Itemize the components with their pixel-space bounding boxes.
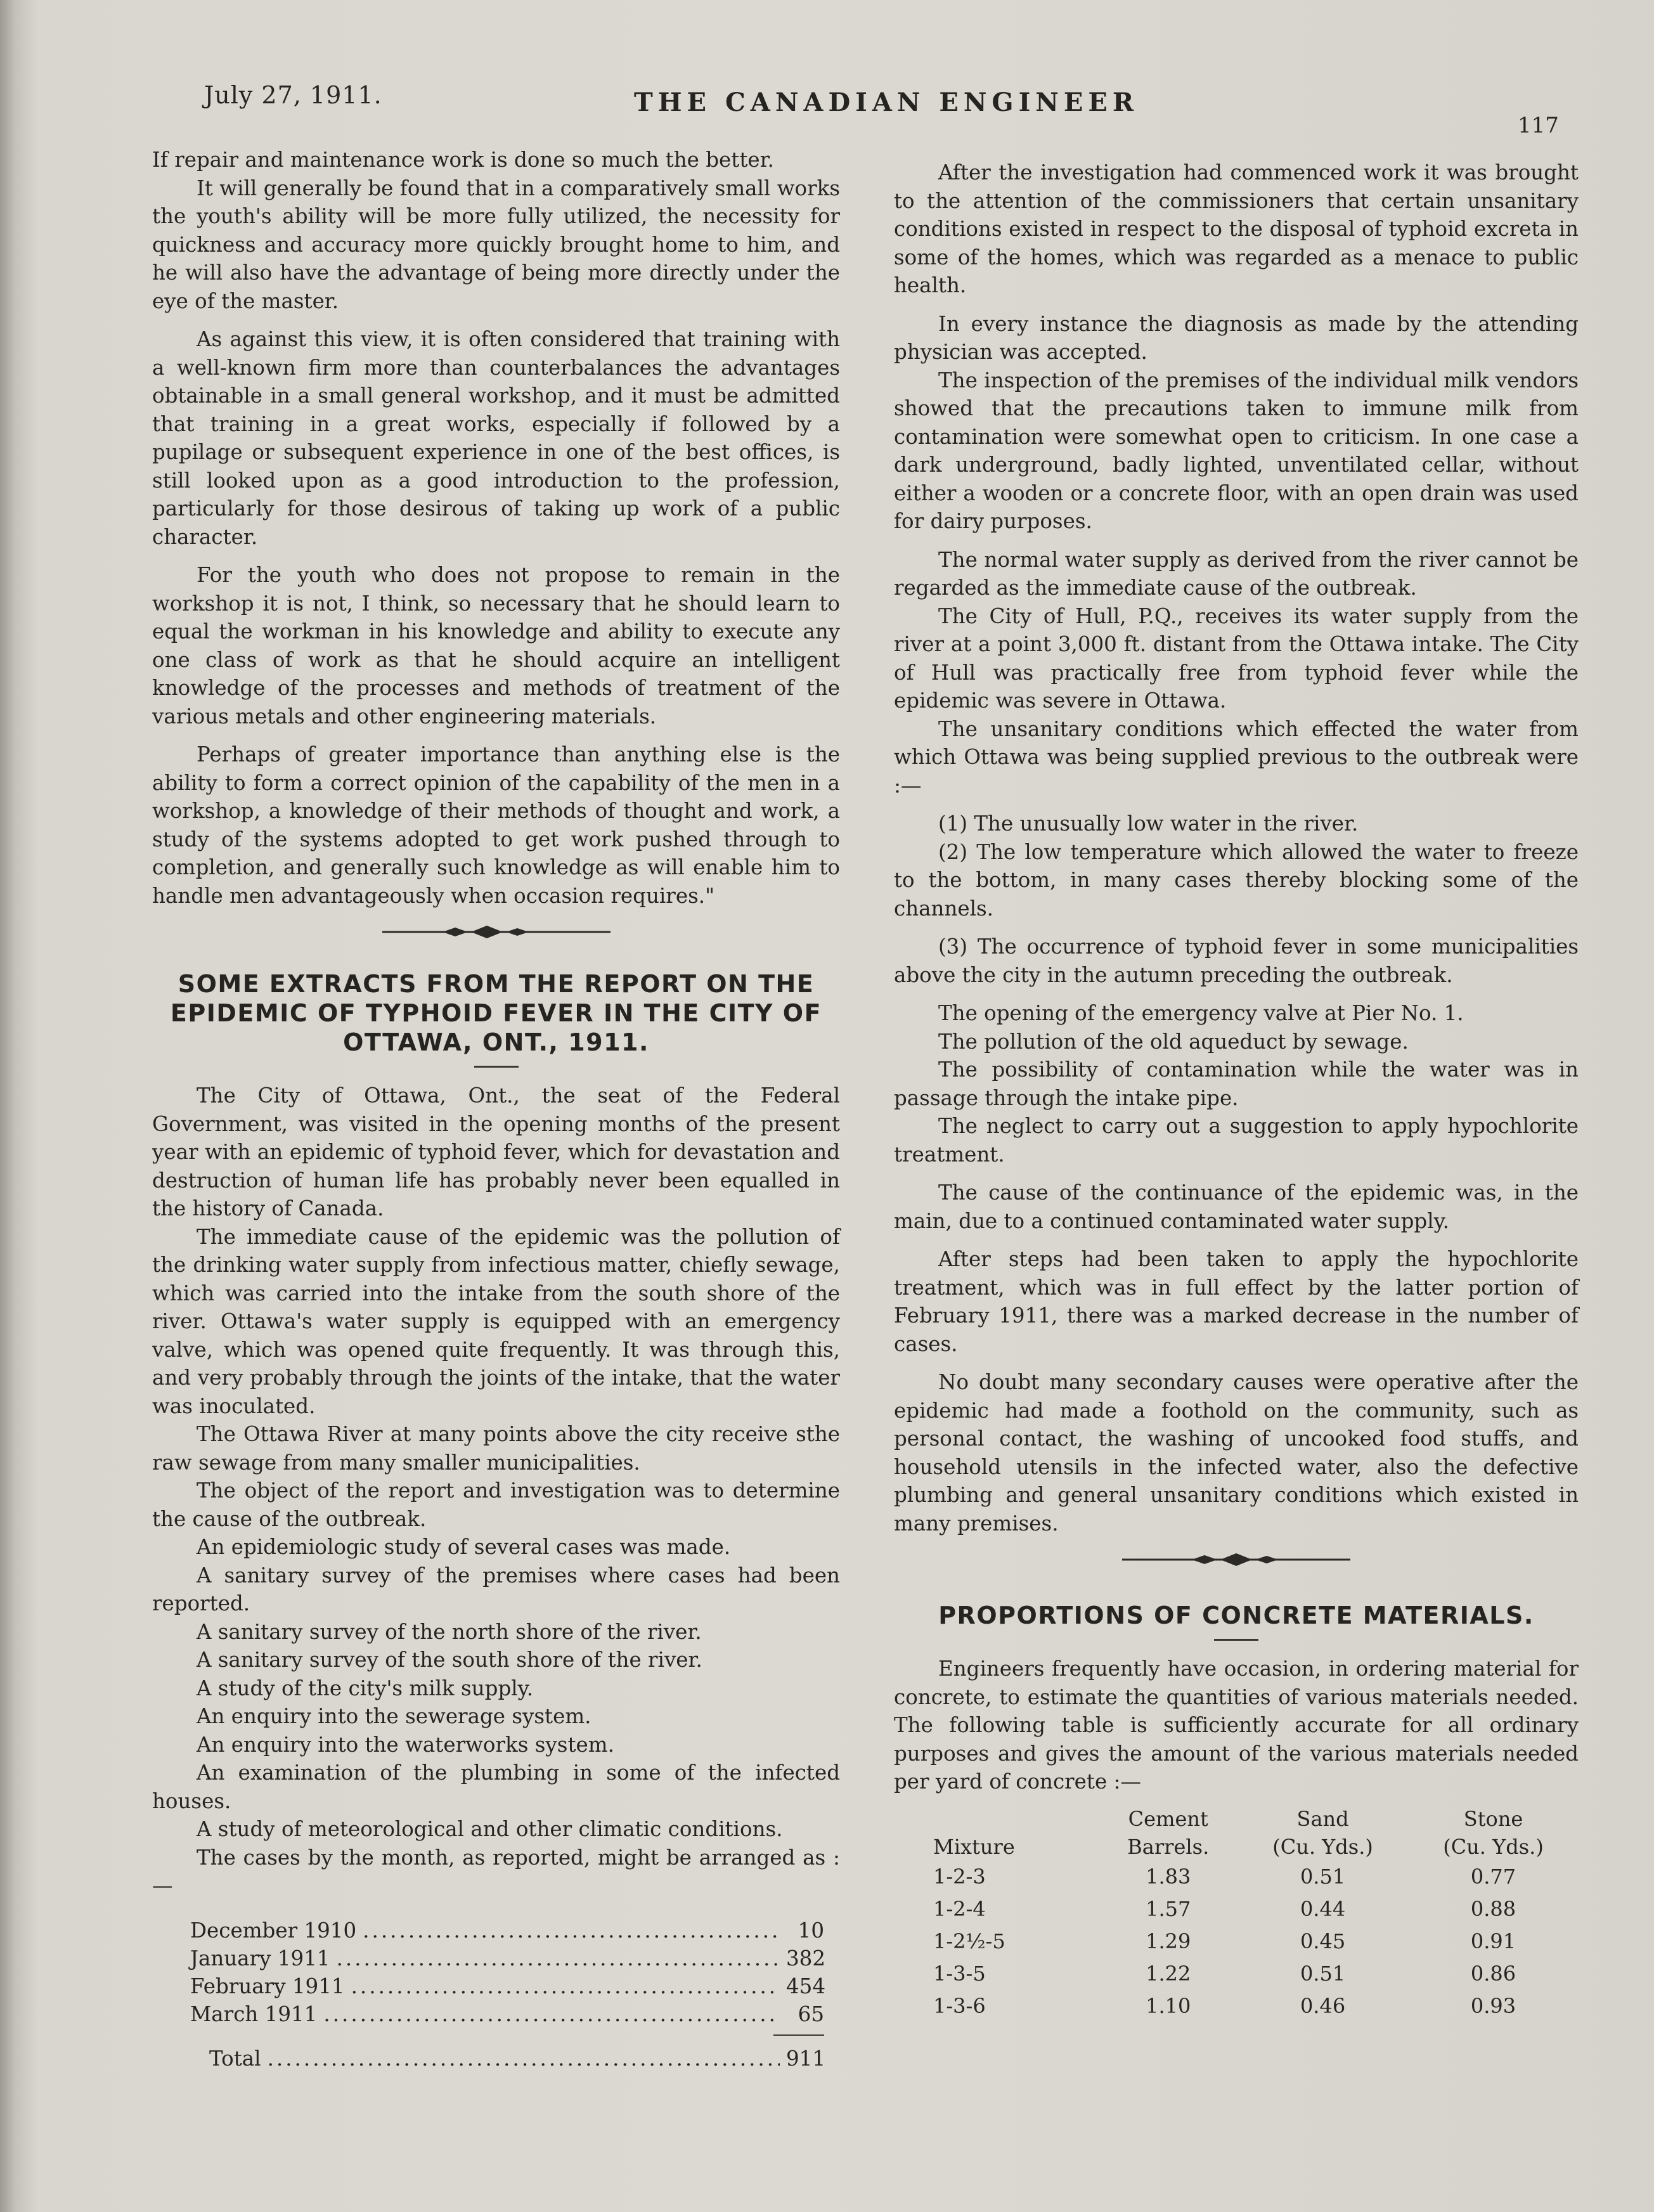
paragraph: It will generally be found that in a comparatively small works the youth's ability will be more fully utilized, the necessity for quickness and accuracy more quickly brought home to him, and he will also have the advantage of being more directly under the eye of the master. bbox=[152, 176, 840, 313]
sum-rule bbox=[773, 2034, 824, 2036]
concrete-heading: PROPORTIONS OF CONCRETE MATERIALS. bbox=[938, 1601, 1534, 1629]
paragraph: Perhaps of greater importance than anything else is the ability to form a correct opinion of the capability of the men in a workshop, a knowledge of their methods of thought and work, a study of the systems adopted to get work pushed through to completion, and generally such knowledge as will enable him to handle men advantageously when occasion requires." bbox=[152, 742, 840, 908]
table-row bbox=[894, 1958, 1579, 1990]
right-column bbox=[894, 158, 1579, 2022]
col-header-mixture: Mixture bbox=[933, 1834, 1015, 1859]
col-header-cement: Cement bbox=[1128, 1806, 1208, 1831]
cases-count: 65 bbox=[798, 2002, 824, 2026]
leader-dots bbox=[351, 1972, 780, 2001]
total-label: Total bbox=[209, 2046, 261, 2071]
leader-dots bbox=[323, 2000, 780, 2029]
table-header-row bbox=[894, 1805, 1579, 1833]
sand-cell: 0.45 bbox=[1300, 1929, 1346, 1953]
paragraph: The Ottawa River at many points above the city receive sthe raw sewage from many smaller municipalities. bbox=[152, 1422, 840, 1475]
journal-title: THE CANADIAN ENGINEER bbox=[634, 87, 1139, 117]
table-row bbox=[894, 1893, 1579, 1925]
cases-month: March 1911 bbox=[190, 2002, 318, 2026]
paragraph: After steps had been taken to apply the hypochlorite treatment, which was in full effect by the latter portion of February 1911, there was a marked decrease in the number of cases. bbox=[894, 1247, 1579, 1356]
cases-count: 382 bbox=[786, 1946, 826, 1970]
paragraph: No doubt many secondary causes were operative after the epidemic had made a foothold on the community, such as personal contact, the washing of uncooked food stuffs, and household utensils in the infected water, also the defective plumbing and general unsanitary conditions which existed in many premises. bbox=[894, 1370, 1579, 1536]
total-value: 911 bbox=[786, 2046, 826, 2071]
paragraph: The cause of the continuance of the epidemic was, in the main, due to a continued contaminated water supply. bbox=[894, 1180, 1579, 1233]
paragraph: For the youth who does not propose to remain in the workshop it is not, I think, so necessary that he should learn to equal the workman in his knowledge and ability to execute any one class of work as that he should acquire an intelligent knowledge of the processes and methods of treatment of the various metals and other engineering materials. bbox=[152, 563, 840, 728]
section-divider-ornament bbox=[894, 1550, 1579, 1575]
cases-row bbox=[190, 2000, 824, 2028]
paragraph: The unsanitary conditions which effected the water from which Ottawa was being supplied previous to the outbreak were :— bbox=[894, 716, 1579, 798]
left-column bbox=[152, 146, 840, 2073]
cases-row bbox=[190, 1944, 824, 1972]
stone-cell: 0.88 bbox=[1470, 1896, 1516, 1921]
cases-month: December 1910 bbox=[190, 1918, 357, 1943]
col-header-stone: Stone bbox=[1463, 1806, 1523, 1831]
sand-cell: 0.51 bbox=[1300, 1961, 1346, 1986]
sand-cell: 0.51 bbox=[1300, 1864, 1346, 1889]
mixture-cell: 1-3-5 bbox=[933, 1961, 986, 1986]
paragraph: The immediate cause of the epidemic was the pollution of the drinking water supply from infectious matter, chiefly sewage, which was carried into the intake from the south shore of the river. Ottawa's water supply is equipped with an emergency valve, which was opened quite frequently. It was through this, and very probably through the joints of the intake, that the water was inoculated. bbox=[152, 1224, 840, 1418]
study-item: An examination of the plumbing in some of the infected houses. bbox=[152, 1761, 840, 1813]
sand-cell: 0.44 bbox=[1300, 1896, 1346, 1921]
table-row bbox=[894, 1990, 1579, 2022]
paragraph: The pollution of the old aqueduct by sewage. bbox=[938, 1029, 1409, 1054]
table-row bbox=[894, 1861, 1579, 1893]
paragraph: The City of Hull, P.Q., receives its water supply from the river at a point 3,000 ft. distant from the Ottawa intake. The City of Hull was practically free from typhoid fever while the epidemic was severe in Ottawa. bbox=[894, 604, 1579, 713]
page-number: 117 bbox=[1518, 113, 1559, 138]
cement-cell: 1.29 bbox=[1146, 1929, 1191, 1953]
study-item: A study of the city's milk supply. bbox=[197, 1676, 534, 1700]
cases-count: 454 bbox=[786, 1974, 826, 1998]
table-header-row bbox=[894, 1833, 1579, 1861]
cases-count: 10 bbox=[798, 1918, 824, 1943]
stone-cell: 0.91 bbox=[1470, 1929, 1516, 1953]
cases-month: February 1911 bbox=[190, 1974, 345, 1998]
paragraph: The inspection of the premises of the individual milk vendors showed that the precautions taken to immune milk from contamination were somewhat open to criticism. In one case a dark underground, badly lighted, unventilated cellar, without either a wooden or a concrete floor, with an open drain was used for dairy purposes. bbox=[894, 368, 1579, 533]
section-divider-ornament bbox=[152, 922, 840, 948]
mixture-cell: 1-2-3 bbox=[933, 1864, 986, 1889]
paragraph: (1) The unusually low water in the river. bbox=[938, 812, 1359, 836]
paragraph: The City of Ottawa, Ont., the seat of the Federal Government, was visited in the opening months of the present year with an epidemic of typhoid fever, which for devastation and destruction of human life has probably never been equalled in the history of Canada. bbox=[152, 1083, 840, 1220]
paragraph: If repair and maintenance work is done so much the better. bbox=[152, 148, 774, 172]
paragraph: The possibility of contamination while the water was in passage through the intake pipe. bbox=[894, 1057, 1579, 1110]
col-header-cement-unit: Barrels. bbox=[1127, 1834, 1210, 1859]
heading-rule bbox=[1214, 1639, 1258, 1641]
col-header-stone-unit: (Cu. Yds.) bbox=[1443, 1834, 1544, 1859]
col-header-sand-unit: (Cu. Yds.) bbox=[1272, 1834, 1373, 1859]
leader-dots bbox=[337, 1944, 780, 1973]
study-item: The cases by the month, as reported, might be arranged as :— bbox=[152, 1845, 840, 1898]
cement-cell: 1.57 bbox=[1146, 1896, 1191, 1921]
cases-row bbox=[190, 1917, 824, 1944]
col-header-sand: Sand bbox=[1296, 1806, 1349, 1831]
sand-cell: 0.46 bbox=[1300, 1993, 1346, 2018]
cases-row bbox=[190, 1972, 824, 2000]
cement-cell: 1.22 bbox=[1146, 1961, 1191, 1986]
paragraph: The opening of the emergency valve at Pier No. 1. bbox=[938, 1001, 1464, 1025]
paragraph: The normal water supply as derived from the river cannot be regarded as the immediate cause of the outbreak. bbox=[894, 547, 1579, 600]
paragraph: (3) The occurrence of typhoid fever in some municipalities above the city in the autumn preceding the outbreak. bbox=[894, 935, 1579, 987]
mixture-cell: 1-3-6 bbox=[933, 1993, 986, 2018]
stone-cell: 0.77 bbox=[1470, 1864, 1516, 1889]
mixture-cell: 1-2½-5 bbox=[933, 1929, 1005, 1953]
mixture-cell: 1-2-4 bbox=[933, 1896, 986, 1921]
study-item: A sanitary survey of the north shore of the river. bbox=[197, 1619, 702, 1644]
paragraph: In every instance the diagnosis as made by the attending physician was accepted. bbox=[894, 311, 1579, 364]
cases-by-month-list bbox=[190, 1917, 824, 2073]
typhoid-heading: SOME EXTRACTS FROM THE REPORT ON THE EPIDEMIC OF TYPHOID FEVER IN THE CITY OF OTTAWA, ONT., 1911. bbox=[170, 970, 822, 1056]
heading-rule bbox=[474, 1066, 519, 1068]
paragraph: (2) The low temperature which allowed the water to freeze to the bottom, in many cases thereby blocking some of the channels. bbox=[894, 839, 1579, 921]
paragraph: The object of the report and investigation was to determine the cause of the outbreak. bbox=[152, 1478, 840, 1531]
cases-total-row bbox=[190, 2045, 824, 2073]
study-item: An enquiry into the sewerage system. bbox=[197, 1704, 591, 1728]
cement-cell: 1.83 bbox=[1146, 1864, 1191, 1889]
paragraph: After the investigation had commenced work it was brought to the attention of the commissioners that certain unsanitary conditions existed in respect to the disposal of typhoid excreta in some of the homes, which was regarded as a menace to public health. bbox=[894, 160, 1579, 297]
stone-cell: 0.86 bbox=[1470, 1961, 1516, 1986]
leader-dots bbox=[363, 1917, 780, 1945]
paragraph: Engineers frequently have occasion, in ordering material for concrete, to estimate the quantities of various materials needed. The following table is sufficiently accurate for all ordinary purposes and gives the amount of the various materials needed per yard of concrete :— bbox=[894, 1657, 1579, 1794]
issue-date: July 27, 1911. bbox=[204, 81, 382, 109]
study-item: A study of meteorological and other climatic conditions. bbox=[197, 1817, 783, 1841]
cases-month: January 1911 bbox=[190, 1946, 330, 1970]
cement-cell: 1.10 bbox=[1146, 1993, 1191, 2018]
study-item: An enquiry into the waterworks system. bbox=[197, 1732, 614, 1757]
stone-cell: 0.93 bbox=[1470, 1993, 1516, 2018]
study-item: An epidemiologic study of several cases was made. bbox=[197, 1535, 731, 1559]
table-row bbox=[894, 1925, 1579, 1958]
study-item: A sanitary survey of the south shore of the river. bbox=[197, 1648, 702, 1672]
paragraph: The neglect to carry out a suggestion to apply hypochlorite treatment. bbox=[894, 1114, 1579, 1167]
paragraph: As against this view, it is often considered that training with a well-known firm more than counterbalances the advantages obtainable in a small general workshop, and it must be admitted that training in a great works, especially if followed by a pupilage or subsequent experience in one of the best offices, is still looked upon as a good introduction to the profession, particularly for those desirous of taking up work of a public character. bbox=[152, 327, 840, 549]
study-item: A sanitary survey of the premises where cases had been reported. bbox=[152, 1563, 840, 1615]
concrete-materials-table bbox=[894, 1805, 1579, 2022]
leader-dots bbox=[268, 2045, 780, 2073]
